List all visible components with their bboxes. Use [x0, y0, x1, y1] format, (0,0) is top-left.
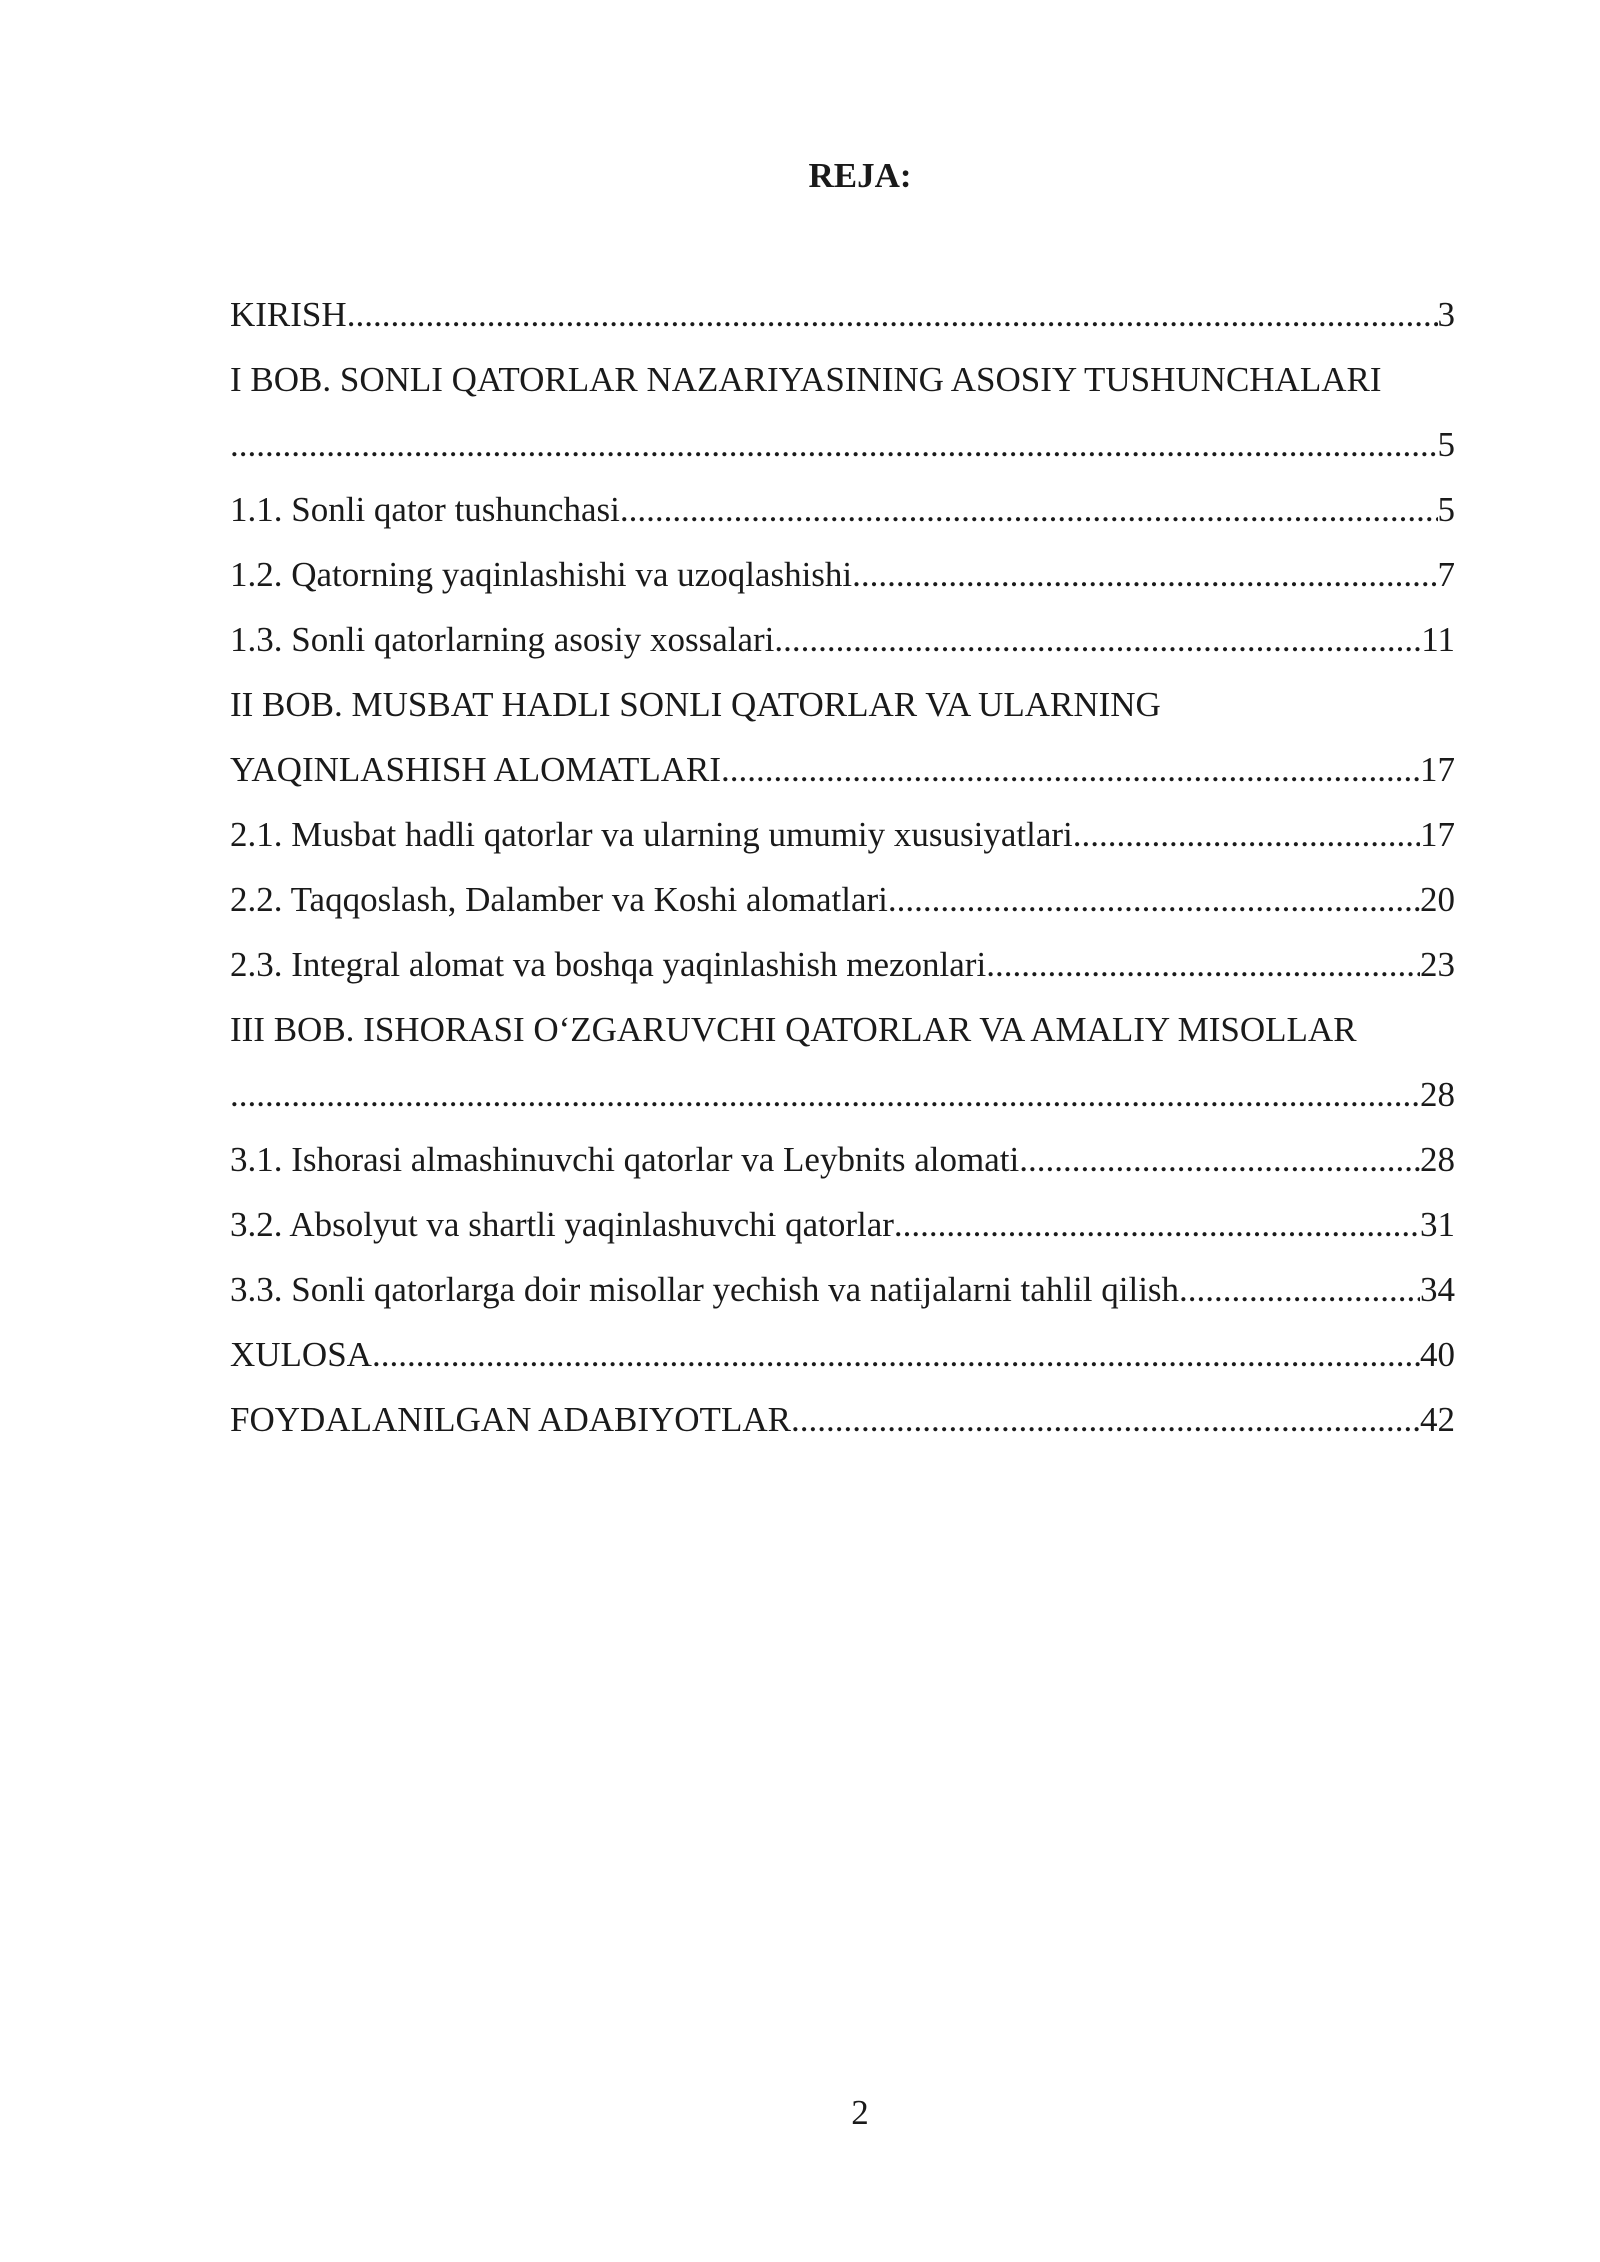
toc-entry-3-3[interactable]: [230, 1257, 1455, 1322]
dot-leader: [888, 880, 1420, 920]
page-title: REJA:: [808, 156, 912, 195]
toc-entry-page: 7: [1437, 554, 1455, 594]
dot-leader: [230, 425, 1438, 465]
toc-entry-page: 3: [1437, 294, 1455, 334]
toc-entry-label: 2.2. Taqqoslash, Dalamber va Koshi alomatlari: [230, 879, 888, 919]
toc-entry-2-2[interactable]: [230, 867, 1455, 932]
toc-entry-page: 40: [1420, 1334, 1455, 1374]
page-number: 2: [851, 2093, 869, 2132]
toc-entry-label: 2.3. Integral alomat va boshqa yaqinlashish mezonlari: [230, 944, 987, 984]
toc-entry-adabiyotlar[interactable]: [230, 1387, 1455, 1452]
dot-leader: [791, 1400, 1420, 1440]
toc-entry-xulosa[interactable]: [230, 1322, 1455, 1387]
toc-chapter-3-leader-line[interactable]: [230, 1062, 1455, 1127]
toc-entry-label: III BOB. ISHORASI O‘ZGARUVCHI QATORLAR VA AMALIY MISOLLAR: [230, 1009, 1357, 1049]
toc-entry-label: I BOB. SONLI QATORLAR NAZARIYASINING ASOSIY TUSHUNCHALARI: [230, 359, 1382, 399]
toc-entry-label: 1.3. Sonli qatorlarning asosiy xossalari: [230, 619, 775, 659]
toc-entry-2-1[interactable]: [230, 802, 1455, 867]
toc-entry-label: YAQINLASHISH ALOMATLARI: [230, 749, 721, 789]
dot-leader: [894, 1205, 1420, 1245]
toc-chapter-1-heading[interactable]: [230, 347, 1455, 412]
toc-entry-label: 3.2. Absolyut va shartli yaqinlashuvchi qatorlar: [230, 1204, 894, 1244]
toc-entry-page: 11: [1421, 619, 1455, 659]
dot-leader: [986, 945, 1420, 985]
toc-entry-label: KIRISH: [230, 294, 347, 334]
dot-leader: [1019, 1140, 1420, 1180]
dot-leader: [620, 490, 1438, 530]
toc-entry-page: 42: [1420, 1399, 1455, 1439]
toc-entry-page: 17: [1420, 814, 1455, 854]
toc-entry-1-1[interactable]: [230, 477, 1455, 542]
toc-chapter-3-heading[interactable]: [230, 997, 1455, 1062]
toc-entry-page: 17: [1420, 749, 1455, 789]
toc-entry-page: 20: [1420, 879, 1455, 919]
toc-entry-1-2[interactable]: [230, 542, 1455, 607]
toc-chapter-1-leader-line[interactable]: [230, 412, 1455, 477]
toc-entry-label: 3.1. Ishorasi almashinuvchi qatorlar va Leybnits alomati: [230, 1139, 1020, 1179]
toc-entry-label: II BOB. MUSBAT HADLI SONLI QATORLAR VA ULARNING: [230, 684, 1161, 724]
dot-leader: [1179, 1270, 1420, 1310]
dot-leader: [372, 1335, 1420, 1375]
toc-entry-page: 5: [1437, 489, 1455, 529]
toc-entry-page: 28: [1420, 1139, 1455, 1179]
toc-chapter-2-heading[interactable]: [230, 672, 1455, 737]
toc-entry-kirish[interactable]: [230, 282, 1455, 347]
toc-entry-2-3[interactable]: [230, 932, 1455, 997]
toc-entry-label: XULOSA: [230, 1334, 372, 1374]
toc-entry-1-3[interactable]: [230, 607, 1455, 672]
dot-leader: [721, 750, 1420, 790]
toc-entry-page: 31: [1420, 1204, 1455, 1244]
toc-entry-page: 23: [1420, 944, 1455, 984]
toc-entry-3-2[interactable]: [230, 1192, 1455, 1257]
toc-entry-label: 3.3. Sonli qatorlarga doir misollar yechish va natijalarni tahlil qilish: [230, 1269, 1180, 1309]
toc-entry-3-1[interactable]: [230, 1127, 1455, 1192]
toc-entry-label: 1.2. Qatorning yaqinlashishi va uzoqlashishi: [230, 554, 853, 594]
toc-entry-page: 34: [1420, 1269, 1455, 1309]
table-of-contents: [230, 282, 1455, 1452]
dot-leader: [230, 1075, 1420, 1115]
toc-entry-label: 2.1. Musbat hadli qatorlar va ularning umumiy xususiyatlari: [230, 814, 1073, 854]
dot-leader: [347, 295, 1438, 335]
toc-entry-label: 1.1. Sonli qator tushunchasi: [230, 489, 620, 529]
toc-chapter-2-leader-line[interactable]: [230, 737, 1455, 802]
dot-leader: [852, 555, 1437, 595]
dot-leader: [1073, 815, 1420, 855]
dot-leader: [774, 620, 1421, 660]
toc-entry-page: 28: [1420, 1074, 1455, 1114]
toc-entry-label: FOYDALANILGAN ADABIYOTLAR: [230, 1399, 791, 1439]
toc-entry-page: 5: [1437, 424, 1455, 464]
